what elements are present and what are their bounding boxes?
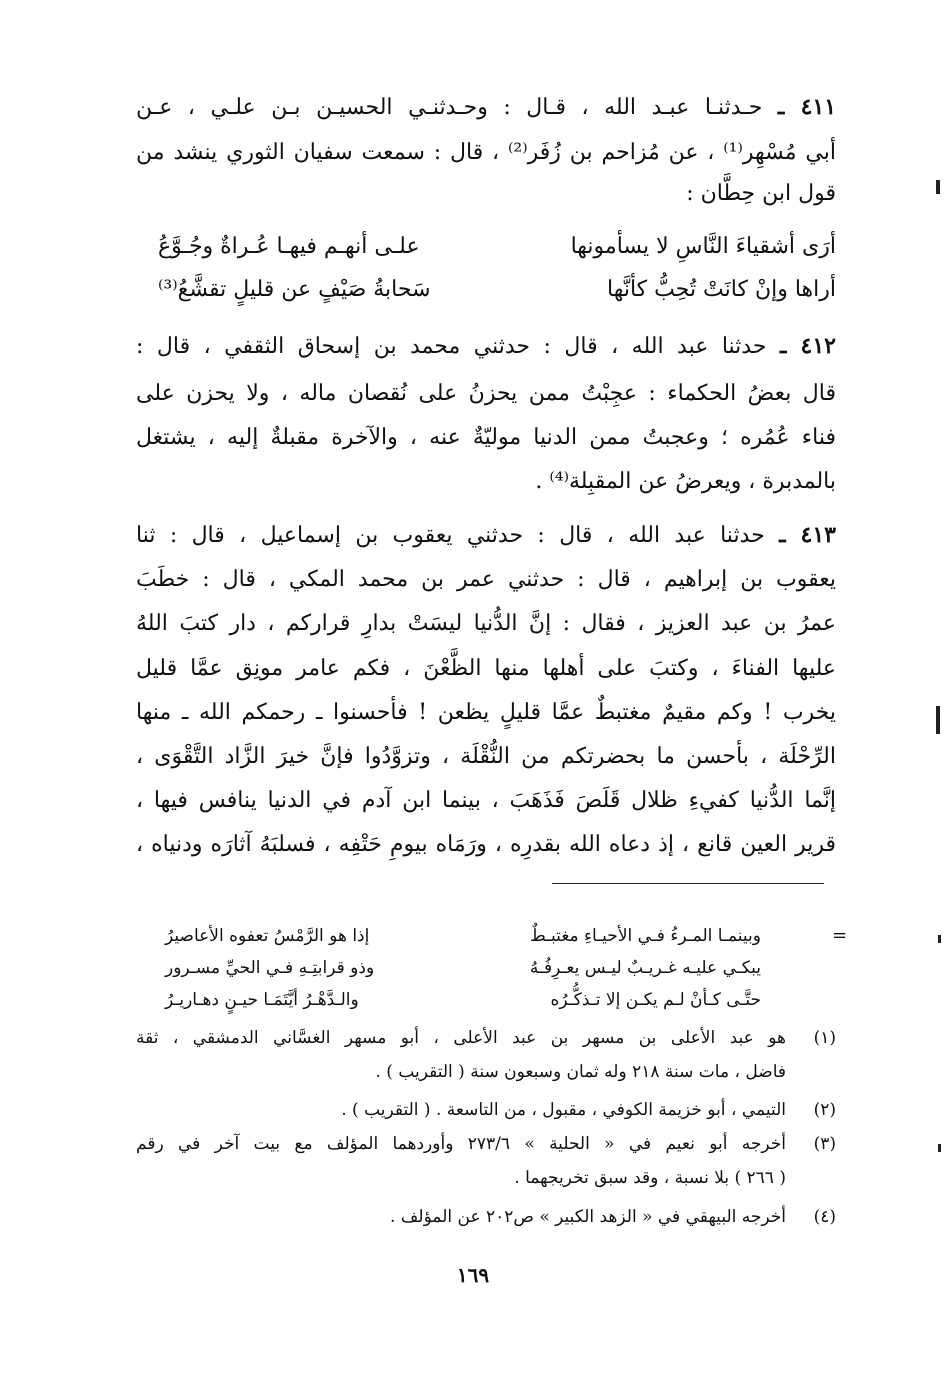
footnote-1-line-1: هو عبد الأعلى بن مسهر بن عبد الأعلى ، أبو مسهر الغسَّاني الدمشقي ، ثقة bbox=[136, 1028, 786, 1048]
page-number: ١٦٩ bbox=[456, 1263, 490, 1287]
p413-line-4: عليها الفناءَ ، وكتبَ على أهلها منها الظَّعْنَ ، فكم عامر مونِق عمَّا قليل bbox=[136, 656, 836, 681]
fn-verse-1-second: إذا هو الرَّمْسُ تعفوه الأعاصيرُ bbox=[165, 926, 370, 946]
fn-verse-2-first: يبكـي عليـه غـريـبٌ ليـس يعـرِفُـهُ bbox=[529, 958, 761, 978]
footnote-2-line-1: التيمي ، أبو خزيمة الكوفي ، مقبول ، من التاسعة . ( التقريب ) . bbox=[341, 1100, 786, 1120]
footnote-1-number: (١) bbox=[813, 1028, 836, 1048]
p412-line-1 bbox=[136, 331, 836, 362]
scan-edge-mark bbox=[936, 180, 940, 194]
p411-text-1: حـدثنـا عبـد الله ، قـال : وحـدثنـي الحسيـن بـن علـي ، عـن bbox=[136, 95, 763, 120]
p413-line-6: الرِّحْلَة ، بأحسن ما بحضرتكم من النُّقْلَة ، وتزوَّدُوا فإنَّ خيرَ الزَّاد التَّقْوَى ، bbox=[136, 744, 836, 769]
verse-1-second-hemistich: علـى أنهـم فيهـا عُـراةٌ وجُـوَّعُ bbox=[158, 234, 420, 259]
footnote-3-line-1: أخرجه أبو نعيم في « الحلية » ٢٧٣/٦ وأوردهما المؤلف مع بيت آخر في رقم bbox=[136, 1134, 786, 1154]
footnote-1-line-2: فاضل ، مات سنة ٢١٨ وله ثمان وسبعون سنة ( التقريب ) . bbox=[375, 1062, 786, 1082]
p413-line-8: قرير العين قانع ، إذ دعاه الله بقدرِه ، ورَمَاه بيومِ حَتْفِه ، فسلبَهُ آثارَه ودنياه ، bbox=[136, 832, 836, 857]
footnote-4-number: (٤) bbox=[813, 1207, 836, 1227]
scan-edge-mark bbox=[938, 935, 941, 943]
p411-line-1 bbox=[136, 92, 836, 123]
fn-verse-3-first: حتَّـى كـأنْ لـم يكـن إلا تـذكُّـرُه bbox=[550, 990, 761, 1010]
footnote-continuation-mark: = bbox=[832, 925, 848, 946]
footnote-3-line-2: ( ٢٦٦ ) بلا نسبة ، وقد سبق تخريجهما . bbox=[514, 1168, 786, 1188]
p413-line-2: يعقوب بن إبراهيم ، قال : حدثني عمر بن محمد المكي ، قال : خطَبَ bbox=[136, 567, 836, 592]
footnote-separator bbox=[552, 883, 824, 884]
scan-edge-mark bbox=[938, 1144, 941, 1152]
fn-verse-3-second: والـدَّهْـرُ أيَّتَمَـا حيـنٍ دهـاريـرُ bbox=[165, 990, 359, 1010]
p412-text-1: حدثنا عبد الله ، قال : حدثني محمد بن إسحاق الثقفي ، قال : bbox=[136, 334, 767, 359]
p413-line-1 bbox=[136, 520, 836, 551]
p412-line-2: قال بعضُ الحكماء : عجِبْتُ ممن يحزنُ على نُقصان ماله ، ولا يحزن على bbox=[136, 381, 836, 406]
verse-2-first-hemistich: أراها وإنْ كانَتْ تُحِبُّ كأنَّها bbox=[607, 277, 836, 302]
p413-text-1: حدثنا عبد الله ، قال : حدثني يعقوب بن إسماعيل ، قال : ثنا bbox=[136, 523, 765, 548]
scan-edge-mark bbox=[936, 706, 940, 734]
p411-number: ٤١١ ـ bbox=[777, 94, 837, 120]
p412-line-4: بالمدبرة ، ويعرضُ عن المقبِلة⁽⁴⁾ . bbox=[535, 469, 836, 494]
p411-line-3: قول ابن حِطَّان : bbox=[686, 181, 836, 206]
p411-line-2: أبي مُسْهِر⁽¹⁾ ، عن مُزاحم بن زُفَر⁽²⁾ ، قال : سمعت سفيان الثوري ينشد من bbox=[136, 140, 836, 165]
p413-line-7: إنَّما الدُّنيا كفيءِ ظلال قَلَصَ فَذَهَبَ ، بينما ابن آدم في الدنيا ينافس فيها ، bbox=[136, 788, 836, 813]
footnote-4-line-1: أخرجه البيهقي في « الزهد الكبير » ص٢٠٢ عن المؤلف . bbox=[390, 1207, 786, 1227]
p413-number: ٤١٣ ـ bbox=[779, 522, 836, 548]
p412-number: ٤١٢ ـ bbox=[779, 333, 836, 359]
verse-2-second-hemistich: سَحابةُ صَيْفٍ عن قليلٍ تقشَّعُ⁽³⁾ bbox=[158, 277, 431, 302]
p412-line-3: فناء عُمُره ؛ وعجبتُ ممن الدنيا موليّةٌ عنه ، والآخرة مقبلةٌ إليه ، يشتغل bbox=[136, 425, 836, 450]
footnote-3-number: (٣) bbox=[813, 1134, 836, 1154]
verse-1-first-hemistich: أرَى أشقياءَ النَّاسِ لا يسأمونها bbox=[570, 234, 836, 259]
fn-verse-1-first: وبينمـا المـرءُ فـي الأحيـاءِ مغتبـطٌ bbox=[529, 926, 761, 946]
p413-line-3: عمرُ بن عبد العزيز ، فقال : إنَّ الدُّنيا ليسَتْ بدارِ قراركم ، دار كتبَ اللهُ bbox=[136, 611, 836, 636]
fn-verse-2-second: وذو قرابتِـهِ فـي الحيِّ مسـرور bbox=[165, 958, 375, 978]
p413-line-5: يخرب ! وكم مقيمٌ مغتبطٌ عمَّا قليلٍ يظعن ! فأحسنوا ـ رحمكم الله ـ منها bbox=[136, 700, 836, 725]
footnote-2-number: (٢) bbox=[813, 1100, 836, 1120]
